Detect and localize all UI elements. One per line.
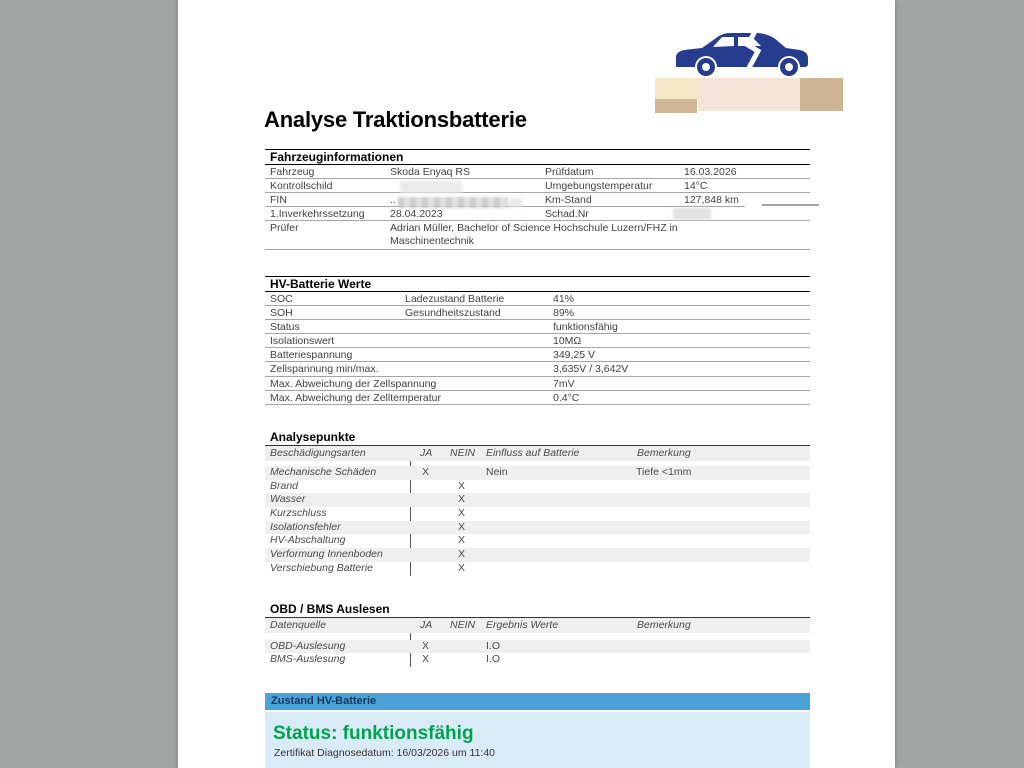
logo-block-tan-right (800, 78, 843, 111)
obd-title: OBD / BMS Auslesen (265, 602, 810, 618)
row-value: 0.4°C (553, 391, 580, 404)
row-value: Nein (486, 466, 508, 478)
table-row (265, 493, 810, 507)
row-label: BMS-Auslesung (270, 653, 346, 665)
row-value: 3,635V / 3,642V (553, 363, 629, 376)
table-row (265, 640, 810, 654)
stray-line-fragment (762, 204, 819, 206)
row-desc: Ladezustand Batterie (405, 293, 505, 305)
analysis-title: Analysepunkte (265, 430, 810, 446)
table-row (265, 377, 810, 391)
redaction-blur-kontrollschild (400, 181, 462, 193)
report-page (178, 0, 895, 768)
row-value: 14°C (684, 180, 708, 192)
row-value: .. (390, 194, 396, 206)
header-cell: Ergebnis Werte (486, 619, 559, 631)
row-label: Zellspannung min/max. (270, 363, 379, 376)
nein-mark: X (458, 548, 466, 561)
row-label: OBD-Auslesung (270, 639, 346, 652)
vehicle-info-table (265, 149, 810, 250)
row-label: HV-Abschaltung (270, 534, 346, 547)
header-cell: Datenquelle (270, 619, 327, 631)
certificate-date-text: Zertifikat Diagnosedatum: 16/03/2026 um 11:40 (274, 747, 496, 759)
table-row (265, 207, 810, 221)
table-row (265, 221, 810, 250)
table-header-row (265, 618, 810, 633)
row-label: Mechanische Schäden (270, 466, 377, 478)
row-label: Kurzschluss (270, 507, 327, 520)
header-cell: Beschädigungsarten (270, 447, 366, 459)
row-label: Schad.Nr (545, 208, 589, 220)
row-label: Prüfer (270, 222, 299, 234)
ja-mark: X (422, 466, 430, 478)
header-cell: Bemerkung (637, 447, 691, 459)
row-value: Skoda Enyaq RS (390, 166, 470, 178)
row-label: Wasser (270, 493, 306, 506)
row-value: funktionsfähig (553, 321, 618, 334)
table-row (265, 466, 810, 480)
row-spacer (265, 633, 810, 640)
status-section-body (265, 712, 810, 768)
row-value: Adrian Müller, Bachelor of Science Hochschule Luzern/FHZ in Maschinentechnik (390, 222, 678, 247)
nein-mark: X (458, 520, 466, 533)
analysis-table (265, 430, 810, 576)
table-row (265, 521, 810, 535)
table-row (265, 362, 810, 376)
vehicle-info-title: Fahrzeuginformationen (265, 149, 810, 165)
logo-block-light (698, 78, 800, 111)
nein-mark: X (458, 493, 466, 506)
ja-mark: X (422, 653, 430, 665)
logo-block-tan-left (655, 99, 697, 113)
row-label: FIN (270, 194, 287, 206)
row-value: 28.04.2023 (390, 208, 443, 220)
table-row (265, 534, 810, 548)
nein-mark: X (458, 534, 466, 547)
row-label: Verschiebung Batterie (270, 561, 373, 574)
row-label: Prüfdatum (545, 166, 594, 178)
table-header-row (265, 446, 810, 461)
table-row (265, 334, 810, 348)
page-title: Analyse Traktionsbatterie (264, 107, 527, 132)
row-remark: Tiefe <1mm (636, 466, 692, 478)
table-row (265, 348, 810, 362)
table-row (265, 653, 810, 667)
row-label: SOH (270, 307, 293, 320)
nein-mark: X (458, 507, 466, 520)
redaction-white-patch (745, 206, 818, 212)
nein-mark: X (458, 561, 466, 574)
row-label: Max. Abweichung der Zellspannung (270, 377, 437, 390)
row-value: 89% (553, 307, 575, 320)
header-cell: NEIN (450, 619, 476, 631)
row-label: Isolationsfehler (270, 520, 341, 533)
row-value: 10MΩ (553, 335, 582, 348)
row-label: SOC (270, 293, 293, 305)
row-label: Umgebungstemperatur (545, 180, 653, 192)
header-cell: Einfluss auf Batterie (486, 447, 580, 459)
row-label: Brand (270, 479, 299, 492)
crashed-car-icon (672, 31, 810, 78)
ja-mark: X (422, 639, 430, 652)
row-value: 349,25 V (553, 349, 596, 362)
row-label: 1.Inverkehrssetzung (270, 208, 365, 220)
row-label: Max. Abweichung der Zelltemperatur (270, 391, 441, 404)
table-row (265, 320, 810, 334)
row-value: 127,848 km (684, 194, 739, 206)
row-label: Km-Stand (545, 194, 592, 206)
row-label: Kontrollschild (270, 180, 333, 192)
header-cell: JA (420, 619, 433, 631)
table-row (265, 507, 810, 521)
table-row (265, 193, 810, 207)
table-row (265, 548, 810, 562)
row-value: I.O (486, 653, 501, 665)
row-label: Fahrzeug (270, 166, 315, 178)
redaction-blur-fin (398, 197, 508, 208)
redaction-blur-fin-tail (508, 198, 522, 207)
row-value: 41% (553, 293, 575, 305)
redaction-box-schadnr (673, 208, 711, 220)
row-value: 16.03.2026 (684, 166, 737, 178)
row-label: Status (270, 321, 300, 334)
row-value: 7mV (553, 377, 575, 390)
header-cell: JA (420, 447, 433, 459)
hv-values-table (265, 276, 810, 405)
row-label: Isolationswert (270, 335, 335, 348)
header-cell: NEIN (450, 447, 476, 459)
table-row (265, 306, 810, 320)
nein-mark: X (458, 479, 466, 492)
battery-status-text: Status: funktionsfähig (273, 723, 474, 744)
header-cell: Bemerkung (637, 619, 691, 631)
row-label: Verformung Innenboden (270, 548, 383, 561)
table-row (265, 292, 810, 306)
table-row (265, 562, 810, 576)
table-row (265, 165, 810, 179)
row-value: I.O (486, 639, 501, 652)
logo-block-cream (655, 78, 698, 99)
status-section-header: Zustand HV-Batterie (265, 693, 810, 710)
table-row (265, 480, 810, 494)
obd-table (265, 602, 810, 667)
row-label: Batteriespannung (270, 349, 353, 362)
hv-values-title: HV-Batterie Werte (265, 276, 810, 292)
row-desc: Gesundheitszustand (405, 307, 501, 320)
table-row (265, 391, 810, 405)
table-row (265, 179, 810, 193)
